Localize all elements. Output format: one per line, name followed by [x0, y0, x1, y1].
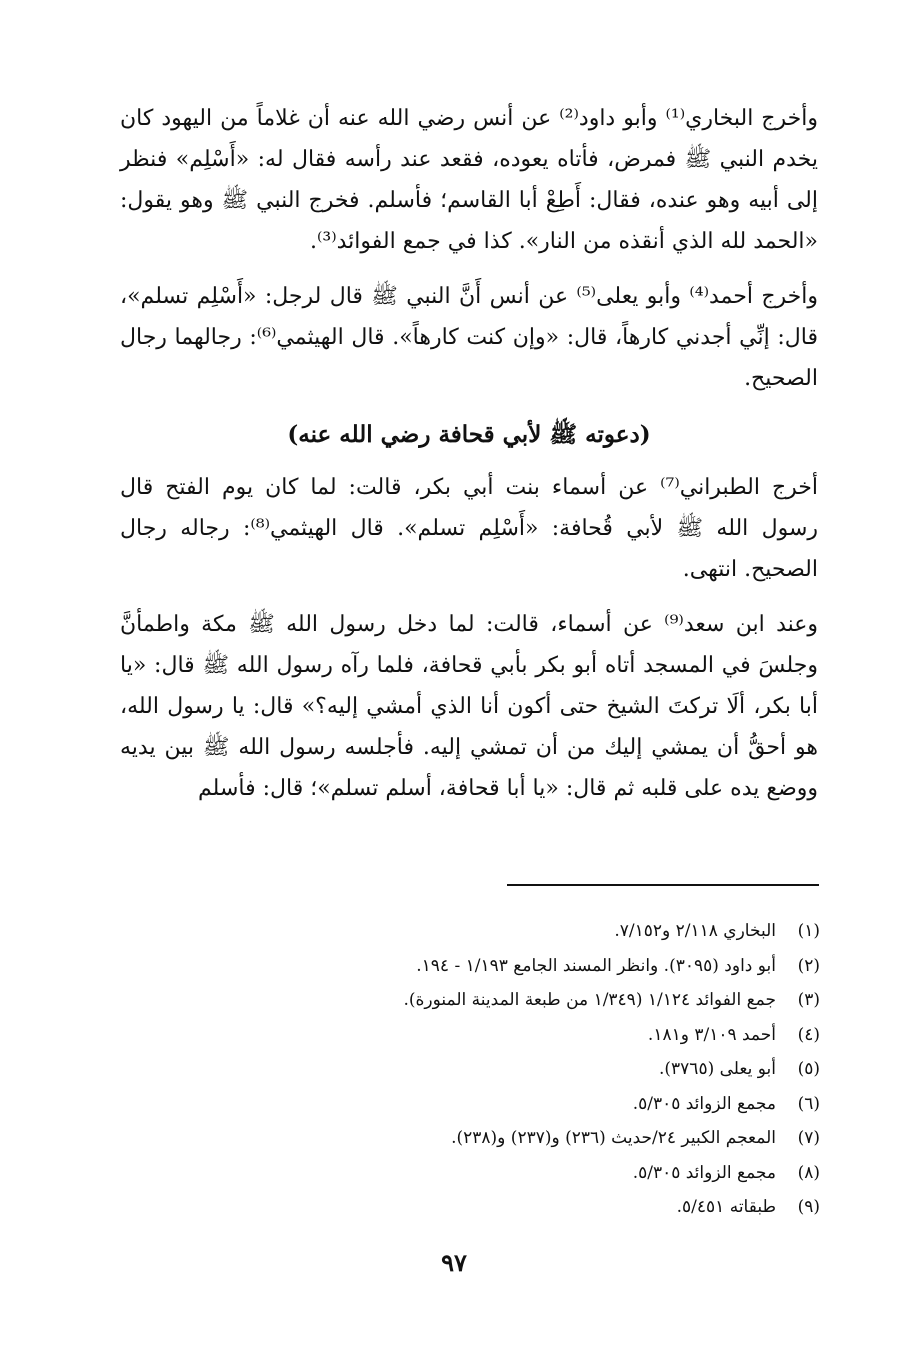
footnote-item: [120, 1018, 820, 1053]
main-text: [120, 98, 818, 809]
footnote-text: طبقاته ٥/٤٥١.: [676, 1197, 776, 1217]
footnote-number: (٥): [797, 1059, 820, 1079]
footnote-item: [120, 949, 820, 984]
footnote-number: (٨): [797, 1162, 820, 1183]
paragraph-tabarani-asma: أخرج الطبراني⁽⁷⁾ عن أسماء بنت أبي بكر، قالت: لما كان يوم الفتح قال رسول الله ﷺ لأبي قُحافة: «أَسْلِم تسلم». قال الهيثمي⁽⁸⁾: رجاله رجال الصحيح. انتهى.: [120, 475, 818, 582]
footnote-number: (٧): [797, 1128, 820, 1148]
footnote-item: [120, 914, 820, 949]
footnote-text: أبو داود (٣٠٩٥). وانظر المسند الجامع ١/١٩٣ - ١٩٤.: [416, 955, 776, 976]
footnote-text: مجمع الزوائد ٥/٣٠٥.: [632, 1093, 776, 1114]
footnote-item: [120, 1087, 820, 1122]
footnote-number: (٣): [797, 990, 820, 1010]
footnote-number: (١): [797, 921, 820, 941]
footnotes-list: [120, 914, 820, 1225]
footnote-text: مجمع الزوائد ٥/٣٠٥.: [632, 1162, 776, 1183]
footnote-text: البخاري ٢/١١٨ و٧/١٥٢.: [614, 921, 776, 941]
footnote-number: (٢): [797, 955, 820, 976]
paragraph-ahmad-anas: وأخرج أحمد⁽⁴⁾ وأبو يعلى⁽⁵⁾ عن أنس أَنَّ النبي ﷺ قال لرجل: «أَسْلِم تسلم»، قال: إنِّي أجدني كارهاً، قال: «وإن كنت كارهاً». قال الهيثمي⁽⁶⁾: رجالهما رجال الصحيح.: [120, 284, 819, 391]
footnote-text: أبو يعلى (٣٧٦٥).: [659, 1059, 776, 1079]
footnote-number: (٤): [797, 1024, 820, 1045]
section-heading: (دعوته ﷺ لأبي قحافة رضي الله عنه): [287, 421, 651, 448]
footnote-item: [120, 1156, 820, 1191]
footnote-number: (٩): [797, 1197, 820, 1217]
footnote-text: جمع الفوائد ١/١٢٤ (١/٣٤٩ من طبعة المدينة المنورة).: [403, 990, 776, 1010]
footnote-item: [120, 983, 820, 1018]
footnote-item: [120, 1190, 820, 1225]
footnote-text: المعجم الكبير ٢٤/حديث (٢٣٦) و(٢٣٧) و(٢٣٨).: [451, 1128, 776, 1148]
footnote-number: (٦): [797, 1093, 820, 1114]
paragraph-ibn-saad-asma: وعند ابن سعد⁽⁹⁾ عن أسماء، قالت: لما دخل رسول الله ﷺ مكة واطمأنَّ وجلسَ في المسجد أتاه أبو بكر بأبي قحافة، فلما رآه رسول الله ﷺ قال: «يا أبا بكر، ألَا تركتَ الشيخ حتى أكون أنا الذي أمشي إليه؟» قال: يا رسول الله، هو أحقُّ أن يمشي إليك من أن تمشي إليه. فأجلسه رسول الله ﷺ بين يديه ووضع يده على قلبه ثم قال: «يا أبا قحافة، أسلم تسلم»؛ قال: فأسلم: [120, 612, 819, 801]
footnote-item: [120, 1052, 820, 1087]
footnote-divider: [507, 884, 819, 886]
footnote-text: أحمد ٣/١٠٩ و١٨١.: [647, 1024, 776, 1045]
footnote-item: [120, 1121, 820, 1156]
page-number: ٩٧: [441, 1248, 467, 1277]
paragraph-bukhari-anas: وأخرج البخاري⁽¹⁾ وأبو داود⁽²⁾ عن أنس رضي الله عنه أن غلاماً من اليهود كان يخدم النبي ﷺ فمرض، فأتاه يعوده، فقعد عند رأسه فقال له: «أَسْلِم» فنظر إلى أبيه وهو عنده، فقال: أَطِعْ أبا القاسم؛ فأسلم. فخرج النبي ﷺ وهو يقول: «الحمد لله الذي أنقذه من النار». كذا في جمع الفوائد⁽³⁾.: [120, 106, 818, 254]
